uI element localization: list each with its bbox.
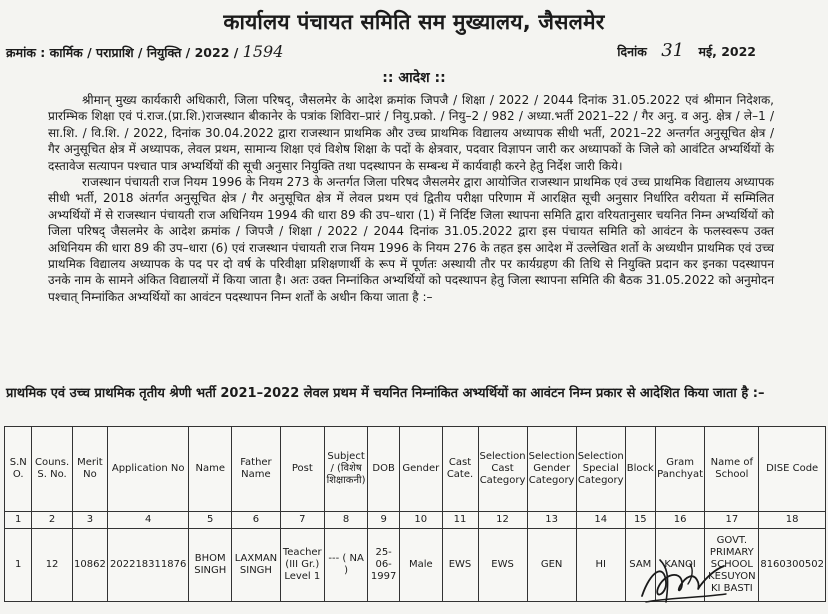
- column-number: 18: [759, 512, 826, 529]
- cell-dise-code: 8160300502: [759, 529, 826, 602]
- column-number: 5: [189, 512, 232, 529]
- column-number: 13: [527, 512, 576, 529]
- column-header: Father Name: [232, 427, 280, 512]
- column-number: 1: [5, 512, 32, 529]
- column-header: Name: [189, 427, 232, 512]
- date-handwritten-day: 31: [661, 40, 685, 61]
- date-month-year: मई, 2022: [698, 44, 756, 59]
- column-number: 12: [478, 512, 527, 529]
- table-header-row: [5, 427, 826, 512]
- column-header: Selection Special Category: [576, 427, 625, 512]
- order-heading: :: आदेश ::: [382, 70, 446, 86]
- column-number: 17: [705, 512, 759, 529]
- order-body: [48, 92, 774, 305]
- cell-gender: Male: [400, 529, 442, 602]
- column-header: Block: [625, 427, 655, 512]
- cell-cast-category: EWS: [442, 529, 478, 602]
- column-header: Application No: [108, 427, 189, 512]
- column-number: 11: [442, 512, 478, 529]
- column-header: Cast Cate.: [442, 427, 478, 512]
- column-header: Selection Gender Category: [527, 427, 576, 512]
- cell-block: SAM: [625, 529, 655, 602]
- cell-subject: --- ( NA ): [324, 529, 367, 602]
- reference-number: [6, 42, 283, 61]
- reference-prefix: क्रमांक : कार्मिक / पराप्राशि / नियुक्ति / 2022 /: [6, 45, 239, 60]
- cell-father-name: LAXMAN SINGH: [232, 529, 280, 602]
- paragraph-1: श्रीमान् मुख्य कार्यकारी अधिकारी, जिला परिषद्, जैसलमेर के आदेश क्रमांक जिपजै / शिक्षा / 2022 / 2044 दिनांक 31.05.2022 एवं श्रीमान निदेशक, प्रारम्भिक शिक्षा एवं पं.राज.(प्रा.शि.)राजस्थान बीकानेर के पत्रांक शिविरा–प्रारं / नियु.प्रको. / नियु–2 / 982 / अध्या.भर्ती 2021–22 / गैर अनु. व अनु. क्षेत्र / ले–1 / सा.शि. / वि.शि. / 2022, दिनांक 30.04.2022 द्वारा राजस्थान प्राथमिक और उच्च प्राथमिक विद्यालय अध्यापक सीधी भर्ती, 2021–22 अन्तर्गत अनुसूचित क्षेत्र / गैर अनुसूचित क्षेत्र में अध्यापक, लेवल प्रथम, सामान्य शिक्षा एवं विशेष शिक्षा के पदों के क्षेत्रवार, पदवार विज्ञापन जारी कर अध्यापकों के जिले को आवंटित अभ्यर्थियों के दस्तावेज सत्यापन पश्चात पात्र अभ्यर्थियों की सूची अनुसार नियुक्ति तथा पदस्थापन के सम्बन्ध में कार्यवाही करने हेतु निर्देश जारी किये।: [48, 93, 774, 173]
- date-label: दिनांक: [617, 44, 647, 59]
- column-header: Couns. S. No.: [32, 427, 72, 512]
- cell-gram-panchyat: KANOI: [655, 529, 705, 602]
- office-title: कार्यालय पंचायत समिति सम मुख्यालय, जैसलमेर: [223, 10, 605, 34]
- column-number-row: [5, 512, 826, 529]
- column-number: 16: [655, 512, 705, 529]
- cell-name: BHOM SINGH: [189, 529, 232, 602]
- cell-dob: 25-06-1997: [368, 529, 400, 602]
- column-number: 14: [576, 512, 625, 529]
- column-number: 7: [280, 512, 324, 529]
- cell-sno: 1: [5, 529, 32, 602]
- reference-handwritten-number: 1594: [242, 42, 284, 61]
- column-number: 8: [324, 512, 367, 529]
- column-number: 15: [625, 512, 655, 529]
- cell-post: Teacher (III Gr.) Level 1: [280, 529, 324, 602]
- cell-couns-sno: 12: [32, 529, 72, 602]
- column-number: 10: [400, 512, 442, 529]
- column-header: DISE Code: [759, 427, 826, 512]
- column-number: 3: [72, 512, 108, 529]
- allotment-heading: प्राथमिक एवं उच्च प्राथमिक तृतीय श्रेणी भर्ती 2021–2022 लेवल प्रथम में चयनित निम्नांकित अभ्यर्थियों का आवंटन निम्न प्रकार से आदेशित किया जाता है :–: [6, 386, 765, 401]
- cell-merit-no: 10862: [72, 529, 108, 602]
- column-header: DOB: [368, 427, 400, 512]
- cell-selection-gender-category: GEN: [527, 529, 576, 602]
- cell-school-name: GOVT. PRIMARY SCHOOL KESUYON KI BASTI: [705, 529, 759, 602]
- column-header: Post: [280, 427, 324, 512]
- column-header: S.N O.: [5, 427, 32, 512]
- column-header: Gram Panchyat: [655, 427, 705, 512]
- cell-selection-cast-category: EWS: [478, 529, 527, 602]
- cell-application-no: 202218311876: [108, 529, 189, 602]
- column-header: Merit No: [72, 427, 108, 512]
- column-number: 6: [232, 512, 280, 529]
- column-header: Gender: [400, 427, 442, 512]
- order-date: [617, 40, 756, 61]
- column-header: Selection Cast Category: [478, 427, 527, 512]
- column-header: Subject / (विशेष शिक्षाकनी): [324, 427, 367, 512]
- column-number: 9: [368, 512, 400, 529]
- column-header: Name of School: [705, 427, 759, 512]
- column-number: 2: [32, 512, 72, 529]
- cell-selection-special-category: HI: [576, 529, 625, 602]
- paragraph-2: राजस्थान पंचायती राज नियम 1996 के नियम 273 के अन्तर्गत जिला परिषद जैसलमेर द्वारा आयोजित राजस्थान प्राथमिक एवं उच्च प्राथमिक विद्यालय अध्यापक सीधी भर्ती, 2018 अंतर्गत अनुसूचित क्षेत्र / गैर अनुसूचित क्षेत्र में लेवल प्रथम एवं द्वितीय परीक्षा परिणाम में आरक्षित सूची अनुसार निर्धारित वरीयता में सम्मिलित अभ्यर्थियों में से राजस्थान पंचायती राज अधिनियम 1994 की धारा 89 की उप–धारा (1) में निर्दिष्ट जिला स्थापना समिति द्वारा वरियतानुसार चयनित निम्न अभ्यर्थियों को जिला परिषद् जैसलमेर के आदेश क्रमांक / जिपजै / शिक्षा / 2022 / 2044 दिनांक 31.05.2022 द्वारा इस पंचायत समिति को आवंटन के फलस्वरूप उक्त अधिनियम की धारा 89 की उप–धारा (6) एवं राजस्थान पंचायती राज नियम 1996 के नियम 276 के तहत इस आदेश में उल्लेखित शर्तो के अध्यधीन प्राथमिक एवं उच्च प्राथमिक विद्यालय अध्यापक के पद पर दो वर्ष के परिवीक्षा प्रशिक्षणार्थी के रूप में पूर्णतः अस्थायी तौर पर कार्यग्रहण की तिथि से नियुक्ति प्रदान कर इनका पदस्थापन उनके नाम के सामने अंकित विद्यालयों में किया जाता है। अतः उक्त निम्नांकित अभ्यर्थियों को पदस्थापन हेतु जिला स्थापना समिति की बैठक 31.05.2022 को अनुमोदन पश्चात् निम्नांकित अभ्यर्थियों का आवंटन पदस्थापन निम्न शर्तों के अधीन किया जाता है :–: [48, 175, 774, 304]
- column-number: 4: [108, 512, 189, 529]
- signature-mark: [636, 552, 732, 608]
